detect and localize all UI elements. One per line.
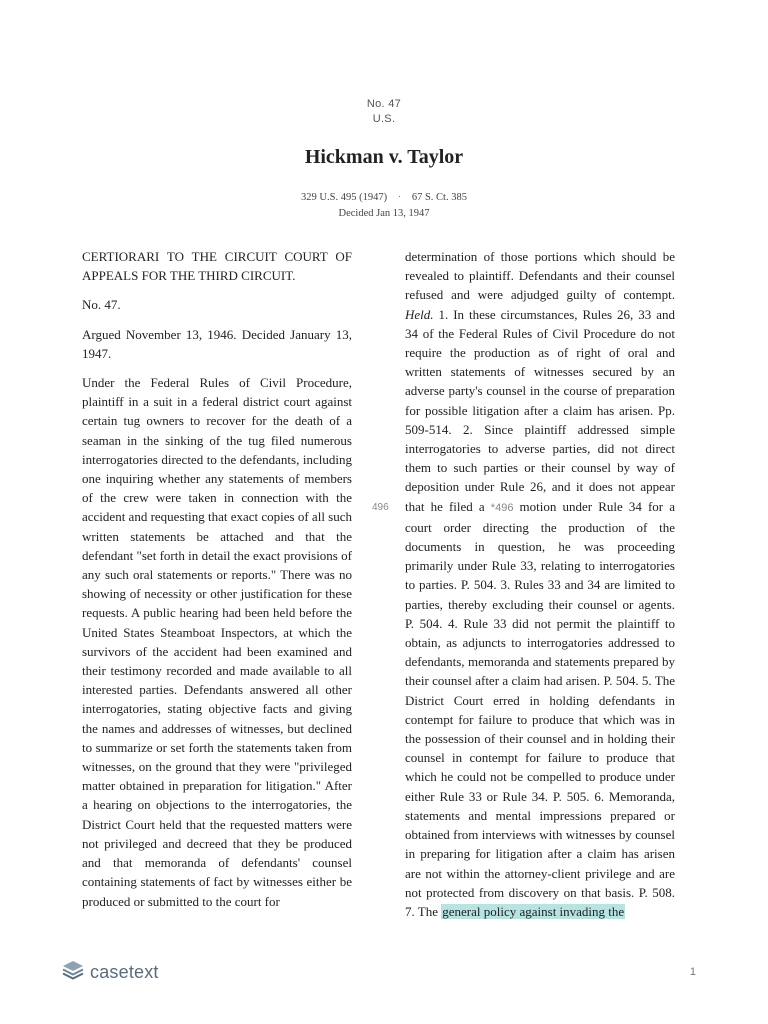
syllabus-text-c: motion under Rule 34 for a court order directing the production of the documents in question, he was proceeding primarily under Rule 33, relating to interrogatories to parties. P. 504. 3. Rules 33 and 34 are limited to parties, thereby excluding their counsel or agents. P. 504. 4. Rule 33 did not permit the plaintiff to obtain, as adjuncts to interrogatories addressed to defendants, memoranda and statements prepared by their counsel after a claim had arisen. P. 504. 5. The District Court erred in holding defendants in contempt for failure to produce that which was in the possession of their counsel and in holding their counsel in contempt for failure to produce that which he could not be compelled to produce under either Rule 33 or Rule 34. P. 505. 6. Memoranda, statements and mental impressions prepared or obtained from interviews with witnesses by counsel in preparing for litigation after a claim has arisen are not within the attorney-client privilege and are not protected from discovery on that basis. P. 508. 7. The [405, 498, 675, 919]
right-column [405, 247, 675, 921]
syllabus-continued [405, 247, 675, 921]
page-number: 1 [689, 966, 696, 978]
case-number: No. 47. [82, 297, 121, 313]
margin-page-number: 496 [372, 502, 389, 513]
syllabus-paragraph: Under the Federal Rules of Civil Procedure, plaintiff in a suit in a federal district court against certain tug owners to recover for the death of a seaman in the sinking of the tug filed numerous interrogatories directed to the defendants, including one inquiring whether any statements of members of the crew were taken in connection with the accident and requesting that exact copies of all such written statements be attached and that the defendant "set forth in detail the exact provisions of any such oral statements or reports." There was no showing of necessity or other justification for these requests. A public hearing had been held before the United States Steamboat Inspectors, at which the survivors of the accident had been examined and their testimony recorded and made available to all interested parties. Defendants answered all other interrogatories, stating objective facts and giving the names and addresses of witnesses, but declined to summarize or set forth the statements taken from witnesses, on the ground that they were "privileged matter obtained in preparation for litigation." After a hearing on objections to the interrogatories, the District Court held that the requested matters were not privileged and decreed that they be produced and that memoranda of defendants' counsel containing statements of fact by witnesses either be produced or submitted to the court for [82, 375, 353, 909]
syllabus-text-b: 1. In these circumstances, Rules 26, 33 and 34 of the Federal Rules of Civil Procedure do not require the production as of right of oral and written statements of witnesses secured by an adverse party's counsel in the course of preparation for possible litigation after a claim has arisen. Pp. 509-514. 2. Since plaintiff addressed simple interrogatories to adverse parties, did not direct them to such parties or their counsel by way of deposition under Rule 26, and it does not appear that he filed a [405, 306, 675, 514]
certiorari-heading: CERTIORARI TO THE CIRCUIT COURT OF APPEALS FOR THE THIRD CIRCUIT. [82, 249, 352, 284]
docket-number: No. 47 [366, 98, 402, 110]
argued-decided: Argued November 13, 1946. Decided January 13, 1947. [82, 326, 352, 361]
case-meta [0, 97, 768, 127]
left-column [82, 247, 352, 911]
case-title: Hickman v. Taylor [304, 146, 464, 168]
court-name: U.S. [372, 113, 396, 125]
decided-date: Decided Jan 13, 1947 [338, 208, 430, 219]
held-label: Held. [405, 306, 434, 322]
brand-wordmark: casetext [90, 962, 159, 982]
citation-sct[interactable]: 67 S. Ct. 385 [411, 192, 467, 203]
citation-separator: · [397, 192, 402, 203]
syllabus-text-a: determination of those portions which should be revealed to plaintiff. Defendants and their counsel refused and were adjudged guilty of contempt. [405, 249, 675, 303]
highlighted-text[interactable]: general policy against invading the [442, 903, 625, 919]
citation-us[interactable]: 329 U.S. 495 (1947) [301, 192, 388, 203]
star-page-ref: *496 [490, 501, 514, 514]
casetext-logo[interactable] [62, 960, 159, 985]
stack-icon [62, 960, 84, 985]
citation-block [0, 190, 768, 222]
